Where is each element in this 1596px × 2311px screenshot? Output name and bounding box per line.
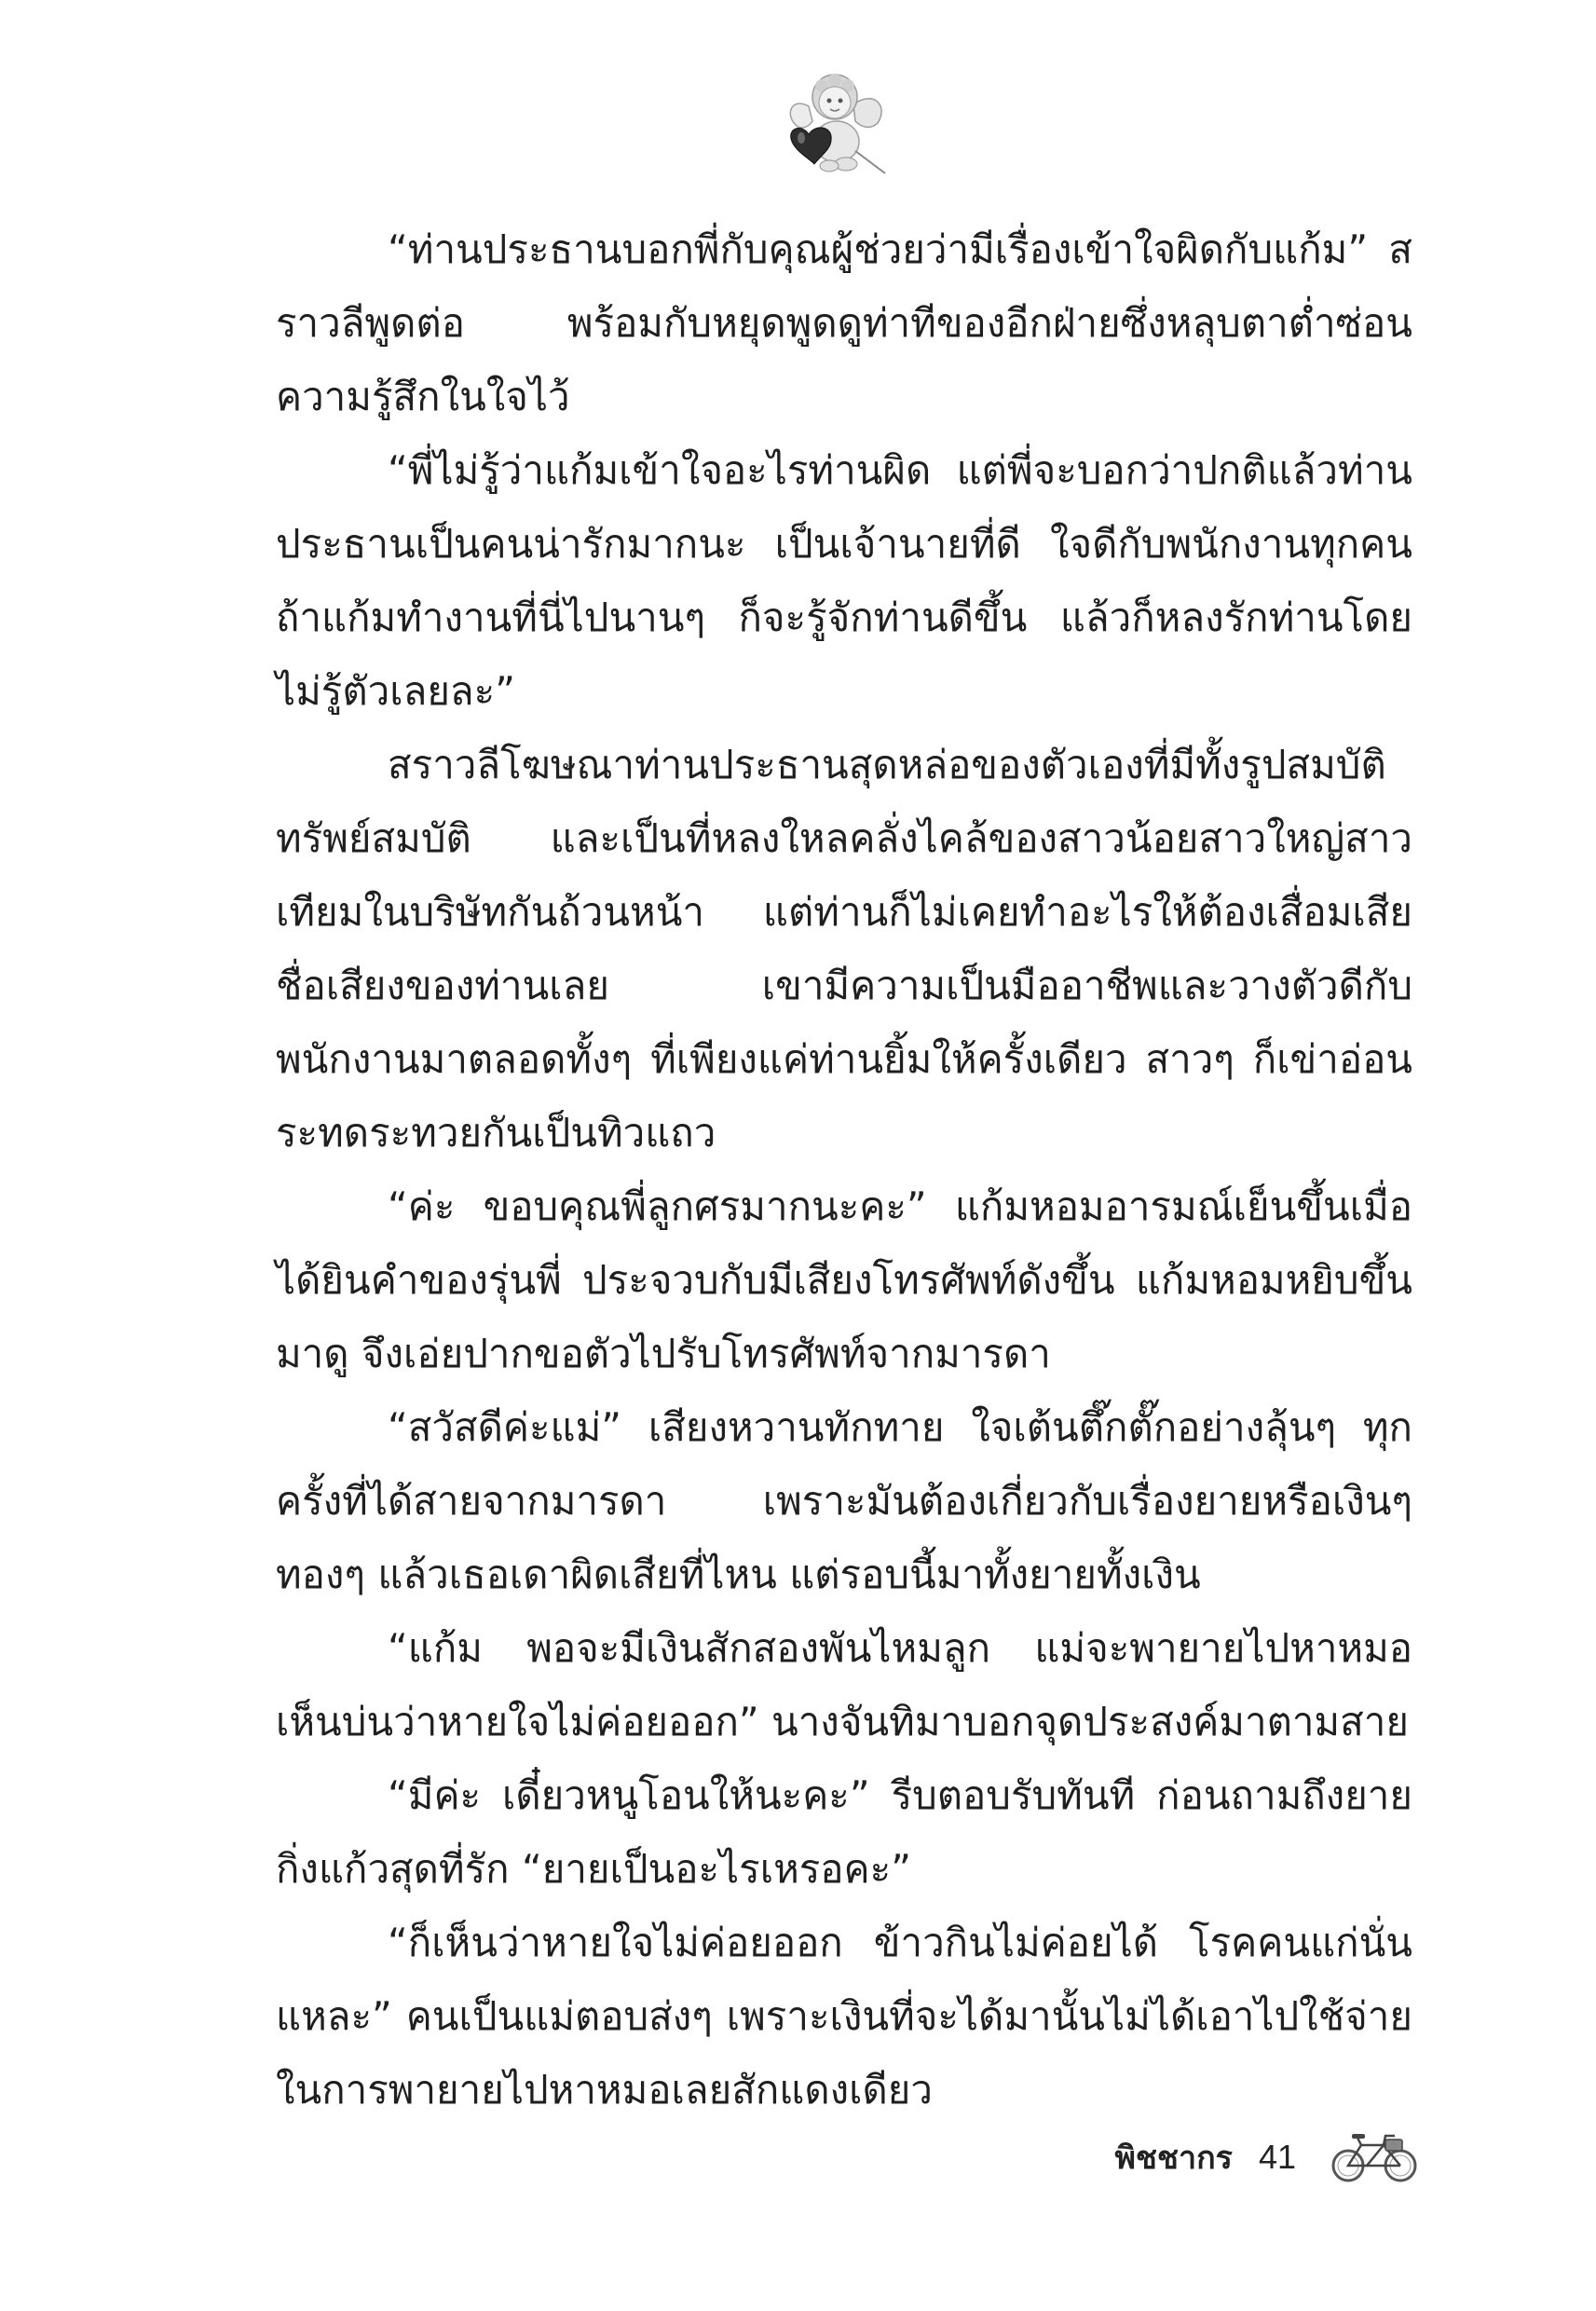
paragraph: สราวลีโฆษณาท่านประธานสุดหล่อของตัวเองที่มีทั้งรูปสมบัติทรัพย์สมบัติ และเป็นที่หลงใหลคลั่งไคล้ของสาวน้อยสาวใหญ่สาวเทียมในบริษัทกันถ้วนหน้า แต่ท่านก็ไม่เคยทำอะไรให้ต้องเสื่อมเสียชื่อเสียงของท่านเลย เขามีความเป็นมืออาชีพและวางตัวดีกับพนักงานมาตลอดทั้งๆ ที่เพียงแค่ท่านยิ้มให้ครั้งเดียว สาวๆ ก็เข่าอ่อนระทดระทวยกันเป็นทิวแถว — [276, 742, 1412, 1156]
page-number: 41 — [1258, 2138, 1296, 2176]
cherub-heart-icon — [781, 69, 893, 181]
footer-author: พิชชากร — [1114, 2140, 1233, 2177]
page-footer — [1114, 2125, 1419, 2190]
paragraph: “ท่านประธานบอกพี่กับคุณผู้ช่วยว่ามีเรื่องเข้าใจผิดกับแก้ม” สราวลีพูดต่อ พร้อมกับหยุดพูดดูท่าทีของอีกฝ่ายซึ่งหลุบตาต่ำซ่อนความรู้สึกในใจไว้ — [276, 226, 1412, 419]
bicycle-icon — [1330, 2128, 1419, 2186]
body-text — [276, 212, 1412, 2126]
paragraph: “ค่ะ ขอบคุณพี่ลูกศรมากนะคะ” แก้มหอมอารมณ์เย็นขึ้นเมื่อได้ยินคำของรุ่นพี่ ประจวบกับมีเสียงโทรศัพท์ดังขึ้น แก้มหอมหยิบขึ้นมาดู จึงเอ่ยปากขอตัวไปรับโทรศัพท์จากมารดา — [276, 1183, 1412, 1376]
paragraph: “สวัสดีค่ะแม่” เสียงหวานทักทาย ใจเต้นตึ๊กตั๊กอย่างลุ้นๆ ทุกครั้งที่ได้สายจากมารดา เพราะมันต้องเกี่ยวกับเรื่องยายหรือเงินๆ ทองๆ แล้วเธอเดาผิดเสียที่ไหน แต่รอบนี้มาทั้งยายทั้งเงิน — [276, 1404, 1412, 1597]
paragraph: “มีค่ะ เดี๋ยวหนูโอนให้นะคะ” รีบตอบรับทันที ก่อนถามถึงยายกิ่งแก้วสุดที่รัก “ยายเป็นอะไรเหรอคะ” — [276, 1772, 1412, 1892]
paragraph: “แก้ม พอจะมีเงินสักสองพันไหมลูก แม่จะพายายไปหาหมอเห็นบ่นว่าหายใจไม่ค่อยออก” นางจันทิมาบอกจุดประสงค์มาตามสาย — [276, 1625, 1412, 1744]
paragraph: “พี่ไม่รู้ว่าแก้มเข้าใจอะไรท่านผิด แต่พี่จะบอกว่าปกติแล้วท่านประธานเป็นคนน่ารักมากนะ เป็นเจ้านายที่ดี ใจดีกับพนักงานทุกคน ถ้าแก้มทำงานที่นี่ไปนานๆ ก็จะรู้จักท่านดีขึ้น แล้วก็หลงรักท่านโดยไม่รู้ตัวเลยละ” — [276, 447, 1412, 714]
paragraph: “ก็เห็นว่าหายใจไม่ค่อยออก ข้าวกินไม่ค่อยได้ โรคคนแก่นั่นแหละ” คนเป็นแม่ตอบส่งๆ เพราะเงินที่จะได้มานั้นไม่ได้เอาไปใช้จ่ายในการพายายไปหาหมอเลยสักแดงเดียว — [276, 1920, 1412, 2113]
